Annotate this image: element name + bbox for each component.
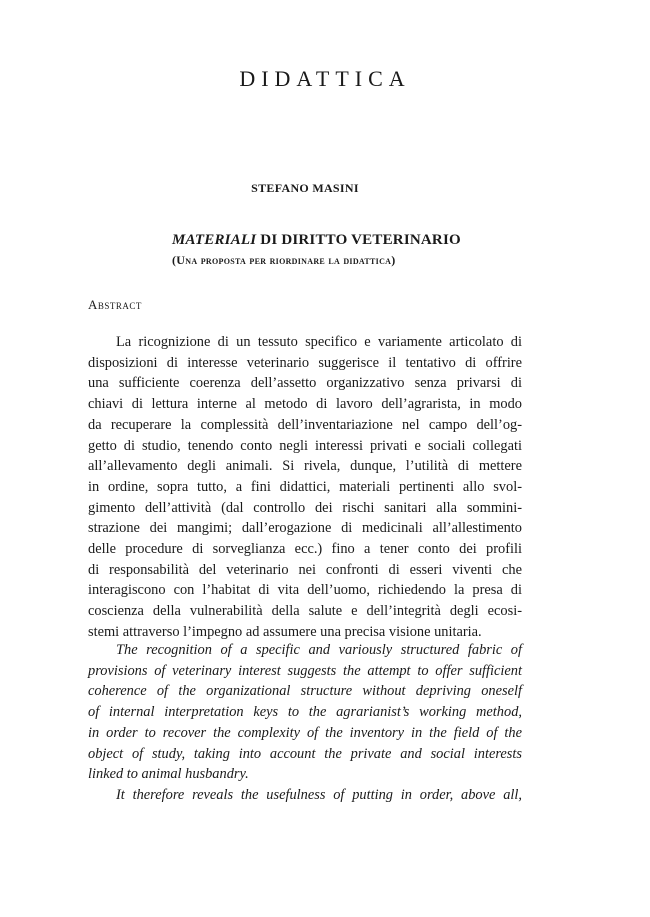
- abstract-line: in ordine, sopra tutto, a fini didattici, materiali pertinenti allo svol-: [88, 478, 522, 495]
- abstract-line: chiavi di lettura interne al metodo di lavoro dell’agrarista, in modo: [88, 396, 522, 413]
- abstract-line: coherence of the organizational structure without depriving oneself: [88, 683, 522, 700]
- abstract-line: object of study, taking into account the private and social interests: [88, 745, 522, 762]
- author-name: STEFANO MASINI: [251, 181, 359, 195]
- abstract-line: coscienza della vulnerabilità della salute e dell’integrità degli ecosi-: [88, 603, 522, 620]
- abstract-line: da recuperare la complessità dell’inventariazione nel campo dell’og-: [88, 416, 522, 433]
- section-title: DIDATTICA: [239, 66, 411, 91]
- article-title-block: [172, 232, 592, 268]
- abstract-line: getto di studio, tenendo conto negli interessi privati e sociali collegati: [88, 437, 522, 454]
- article-title-italic: MATERIALI: [172, 232, 257, 248]
- abstract-line: in order to recover the complexity of the inventory in the field of the: [88, 724, 522, 741]
- abstract-line: of internal interpretation keys to the agrarianist’s working method,: [88, 704, 522, 721]
- abstract-line: disposizioni di interesse veterinario suggerisce il tentativo di offrire: [88, 354, 522, 371]
- article-title: [172, 232, 592, 249]
- abstract-line: all’allevamento degli animali. Si rivela, dunque, l’utilità di mettere: [88, 458, 522, 475]
- abstract-italian: [88, 332, 522, 643]
- abstract-line: gimento dell’attività (dal controllo dei rischi sanitari alla sommini-: [88, 499, 522, 516]
- abstract-line: La ricognizione di un tessuto specifico e variamente articolato di: [116, 334, 522, 350]
- abstract-line: di responsabilità del veterinario nei confronti di esseri viventi che: [88, 561, 522, 578]
- article-subtitle: (Una proposta per riordinare la didattica): [172, 253, 396, 267]
- abstract-line: strazione dei mangimi; dall’erogazione di medicinali all’allestimento: [88, 520, 522, 537]
- abstract-line: The recognition of a specific and variously structured fabric of: [116, 642, 522, 658]
- abstract-label: Abstract: [88, 297, 142, 312]
- abstract-line: una sufficiente coerenza dell’assetto organizzativo senza privarsi di: [88, 375, 522, 392]
- abstract-line: delle procedure di sorveglianza ecc.) fino a tener conto dei profili: [88, 541, 522, 558]
- abstract-line: interagiscono con l’habitat di vita dell’uomo, richiedendo la presa di: [88, 582, 522, 599]
- article-title-rest: DI DIRITTO VETERINARIO: [256, 232, 461, 248]
- abstract-line: linked to animal husbandry.: [88, 766, 249, 783]
- abstract-line: It therefore reveals the usefulness of putting in order, above all,: [116, 786, 522, 803]
- abstract-line: stemi attraverso l’impegno ad assumere una precisa visione unitaria.: [88, 623, 482, 640]
- abstract-line: provisions of veterinary interest suggests the attempt to offer sufficient: [88, 662, 522, 679]
- abstract-english: [88, 640, 522, 806]
